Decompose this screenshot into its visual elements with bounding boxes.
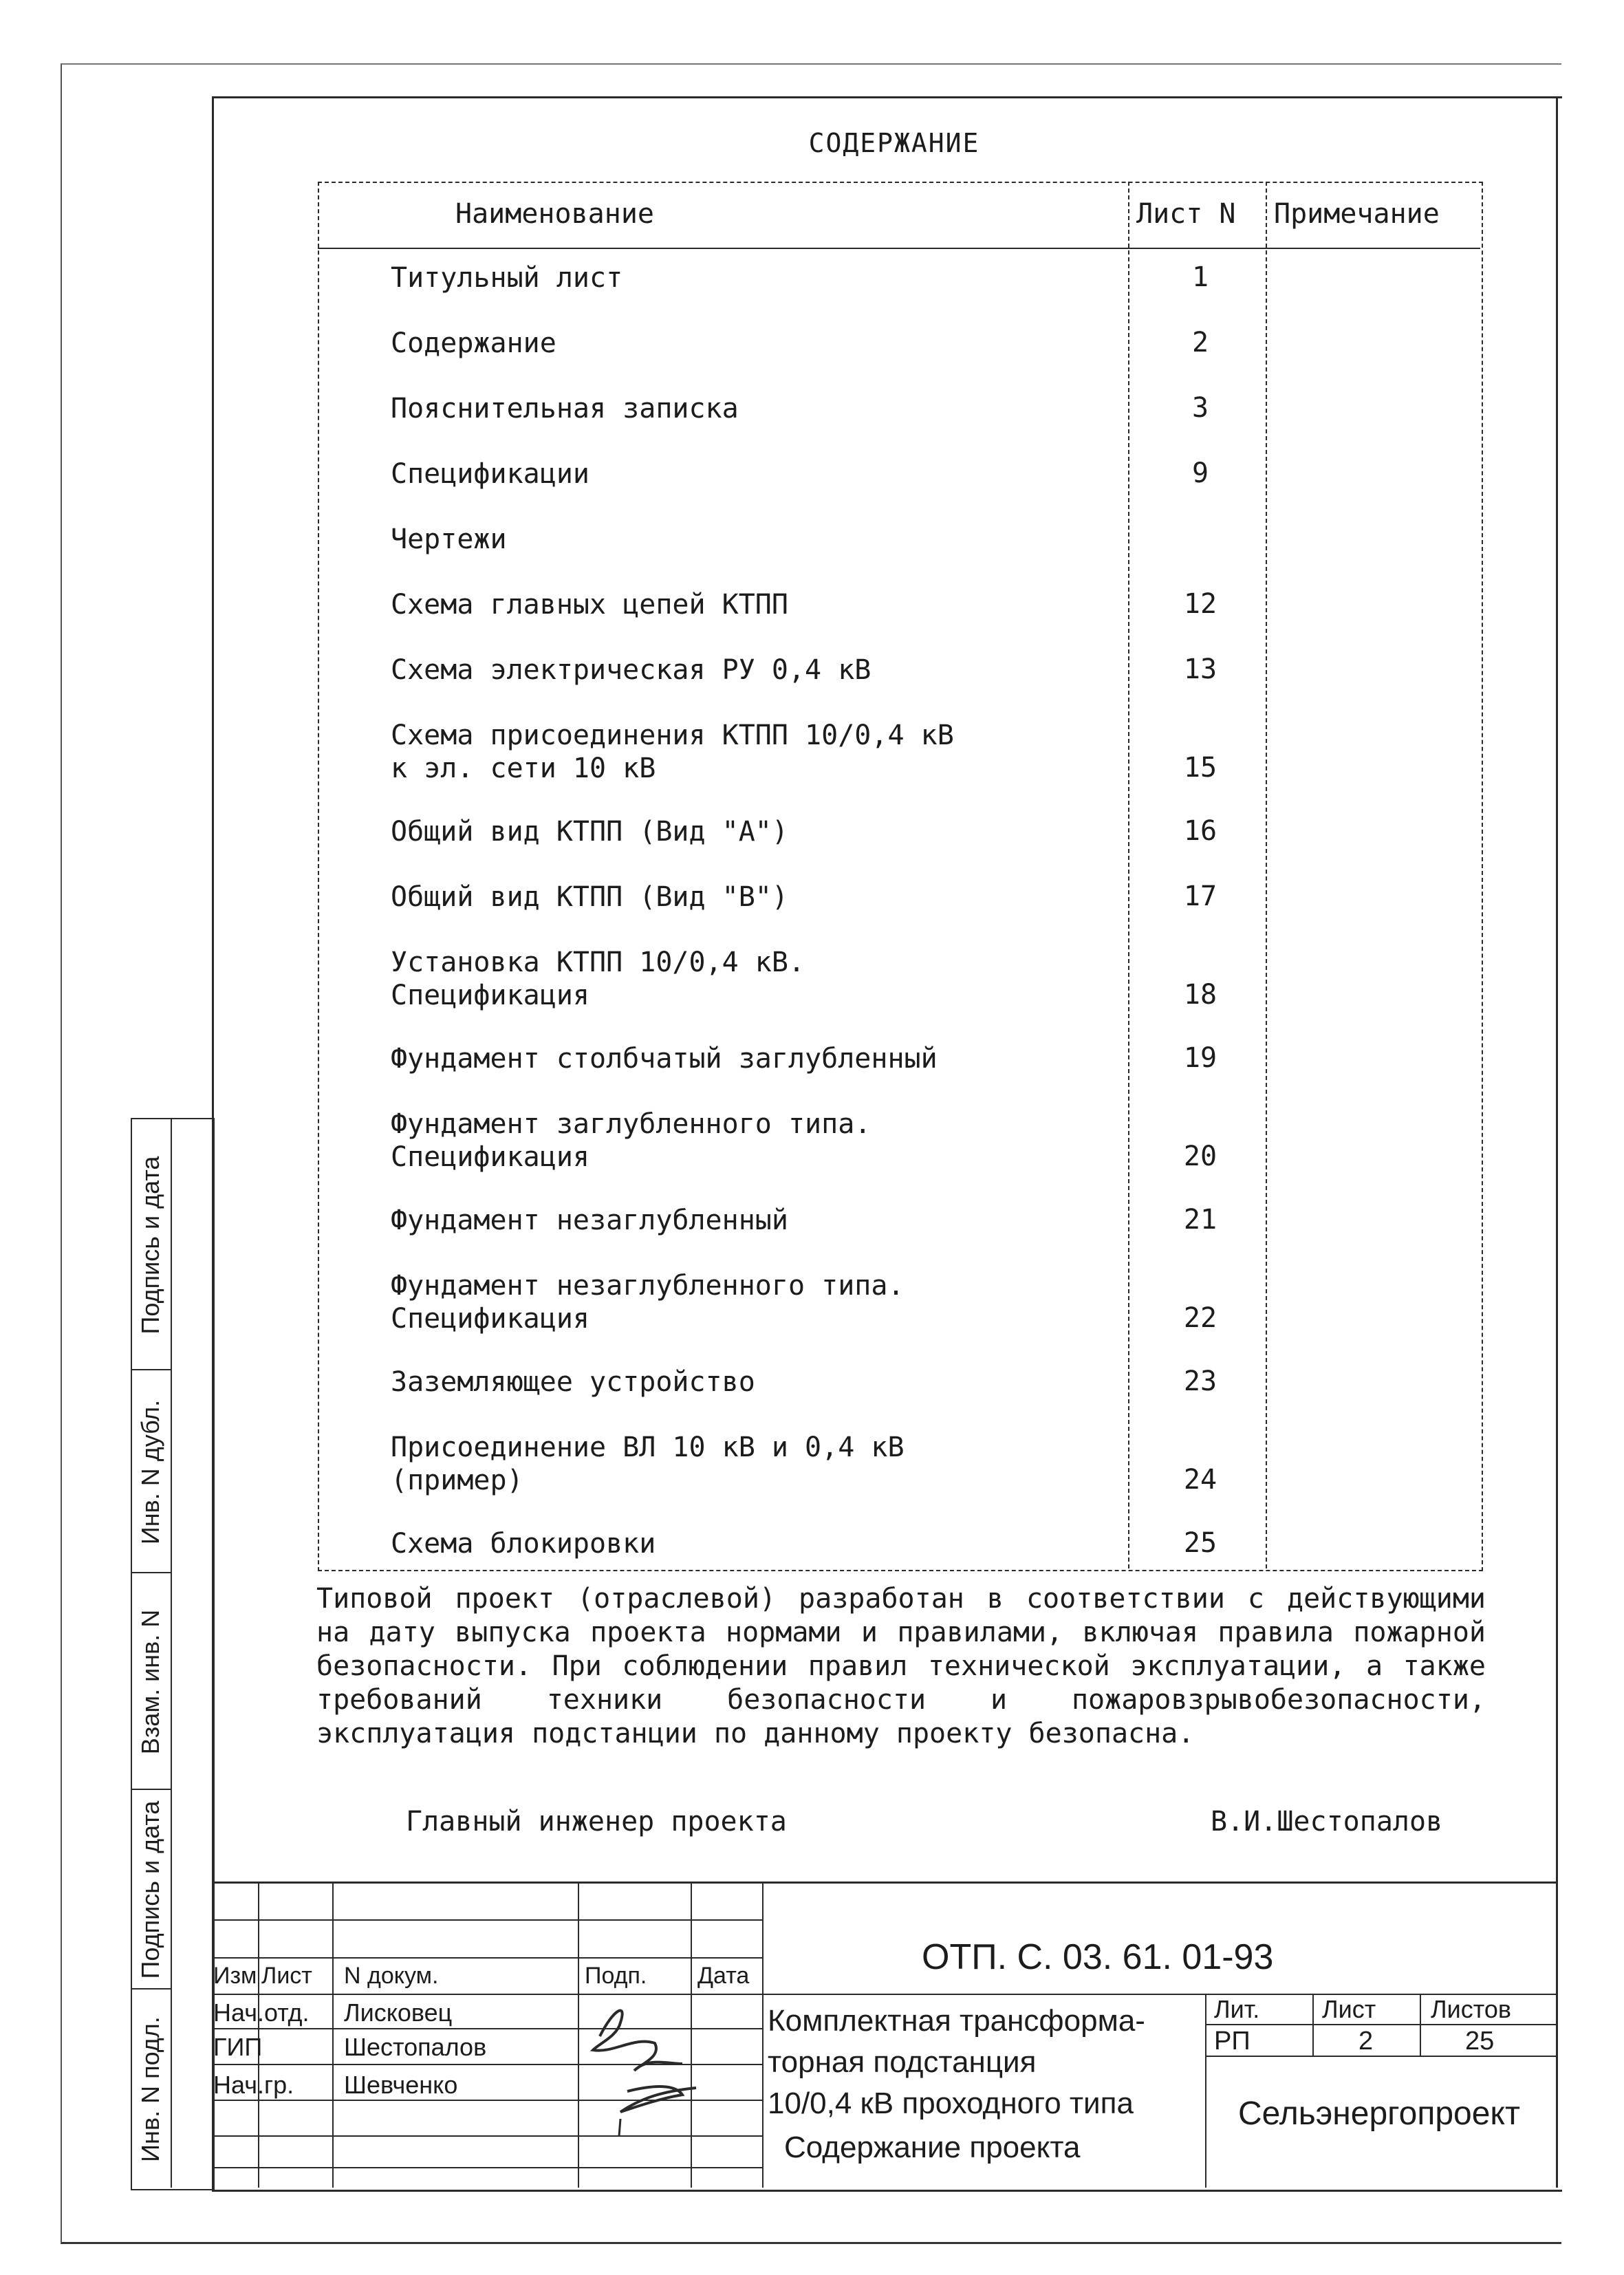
stage-header: Лит. [1214,1995,1260,2023]
toc-row-sheet: 18 [1183,979,1217,1011]
toc-row-sheet: 16 [1183,815,1217,847]
tb-vline [762,1882,764,2188]
toc-row-sheet: 1 [1191,261,1209,293]
tb-vline [1420,1994,1421,2056]
toc-col-divider-1 [1128,182,1129,1568]
tb-header-sheet: Лист [261,1963,312,1989]
toc-row-sheet: 19 [1183,1042,1217,1074]
side-stamp-label: Взам. инв. N [136,1609,164,1754]
toc-row-sheet: 23 [1183,1366,1217,1397]
sheet-header: Лист [1322,1995,1376,2023]
side-stamp-label: Инв. N дубл. [136,1399,164,1544]
side-stamp-label: Подпись и дата [136,1156,164,1334]
toc-row-name: Фундамент заглубленного типа. Спецификация [391,1108,871,1173]
tb-vline [332,1882,334,2188]
toc-header-name: Наименование [455,198,654,230]
side-stamp-cell [131,1369,171,1573]
role-group-head: Нач.гр. [213,2071,294,2099]
document-code: ОТП. С. 03. 61. 01-93 [922,1937,1274,1977]
tb-line [212,2167,762,2168]
toc-row-name: Общий вид КТПП (Вид "А") [391,816,788,848]
toc-row-sheet: 13 [1183,654,1217,685]
handwritten-signatures [579,1995,703,2139]
tb-header-change: Изм [213,1963,257,1989]
toc-row-sheet: 2 [1191,327,1209,358]
toc-row-sheet: 12 [1183,588,1217,620]
chief-engineer-name: В.И.Шестопалов [1211,1806,1443,1837]
toc-row-name: Чертежи [391,524,507,555]
toc-header-note: Примечание [1274,198,1440,230]
toc-table [318,182,1483,1571]
role-chief-engineer: ГИП [213,2033,263,2061]
name-chief-engineer: Шестопалов [344,2033,487,2061]
safety-statement: Типовой проект (отраслевой) разработан в соответствии с действующими на дату выпуска проекта нормами и правилами, включая правила пожарной безопасности. При соблюдении правил технической эксплуатации, а также требований техники безопасности и пожаровзрывобезопасности, эксплуатация подстанции по данному проекту безопасна. [316,1583,1486,1749]
toc-row-sheet: 24 [1183,1464,1217,1496]
tb-header-doc-number: N докум. [344,1963,439,1989]
tb-line [212,1919,762,1921]
name-head-of-dept: Лисковец [344,1998,453,2027]
tb-vline [1312,1994,1314,2056]
side-stamp-cell [131,1118,171,1370]
tb-header-signature: Подп. [585,1963,647,1989]
project-description-3: 10/0,4 кВ проходного типа [768,2087,1134,2120]
toc-row-name: Схема присоединения КТПП 10/0,4 кВ к эл. сети 10 кВ [391,720,954,784]
toc-row-name: Фундамент незаглубленный [391,1205,788,1236]
page-title: СОДЕРЖАНИЕ [808,128,980,158]
tb-vline [1205,1994,1206,2188]
organization: Сельэнергопроект [1238,2095,1520,2132]
project-description-4: Содержание проекта [784,2131,1081,2164]
chief-engineer-label: Главный инженер проекта [406,1806,787,1837]
toc-row-name: Схема главных цепей КТПП [391,589,788,621]
side-stamp-cell [131,1988,171,2189]
toc-row-name: Спецификации [391,458,589,490]
sheets-value: 25 [1465,2027,1495,2056]
toc-row-name: Титульный лист [391,262,623,294]
side-stamp-cell [131,1572,171,1790]
stage-value: РП [1214,2027,1251,2056]
sheet-value: 2 [1358,2027,1374,2056]
toc-row-sheet: 9 [1191,457,1209,489]
toc-row-name: Схема блокировки [391,1528,656,1560]
toc-row-name: Фундамент незаглубленного типа. Спецификация [391,1270,905,1335]
toc-row-name: Общий вид КТПП (Вид "В") [391,881,788,913]
toc-row-sheet: 22 [1183,1302,1217,1334]
drawing-frame-right [1556,96,1558,2188]
toc-col-divider-2 [1266,182,1267,1568]
toc-row-name: Заземляющее устройство [391,1366,755,1398]
sheets-header: Листов [1431,1995,1511,2023]
toc-row-name: Схема электрическая РУ 0,4 кВ [391,654,871,686]
toc-row-sheet: 15 [1183,752,1217,784]
toc-row-name: Присоединение ВЛ 10 кВ и 0,4 кВ (пример) [391,1432,905,1496]
side-stamp-label: Инв. N подл. [136,2016,164,2162]
toc-header-sheet: Лист N [1136,198,1236,230]
toc-row-sheet: 25 [1183,1527,1217,1559]
toc-row-name: Пояснительная записка [391,393,739,424]
toc-row-sheet: 20 [1183,1141,1217,1172]
toc-row-sheet: 3 [1191,392,1209,424]
tb-line [212,1957,762,1959]
side-stamp-cell [131,1789,171,1990]
toc-row-name: Содержание [391,327,556,359]
tb-line [1205,2024,1556,2025]
tb-header-date: Дата [697,1963,750,1989]
role-head-of-dept: Нач.отд. [213,1998,310,2027]
side-stamp-divider [171,1118,172,2188]
toc-row-name: Фундамент столбчатый заглубленный [391,1043,938,1075]
project-description-2: торная подстанция [768,2045,1037,2079]
toc-row-name: Установка КТПП 10/0,4 кВ. Спецификация [391,947,805,1011]
side-stamp-label: Подпись и дата [136,1800,164,1979]
project-description-1: Комплектная трансформа- [768,2004,1145,2038]
name-group-head: Шевченко [344,2071,458,2099]
tb-line [1205,2056,1556,2057]
toc-row-sheet: 17 [1183,881,1217,912]
toc-row-sheet: 21 [1183,1204,1217,1236]
